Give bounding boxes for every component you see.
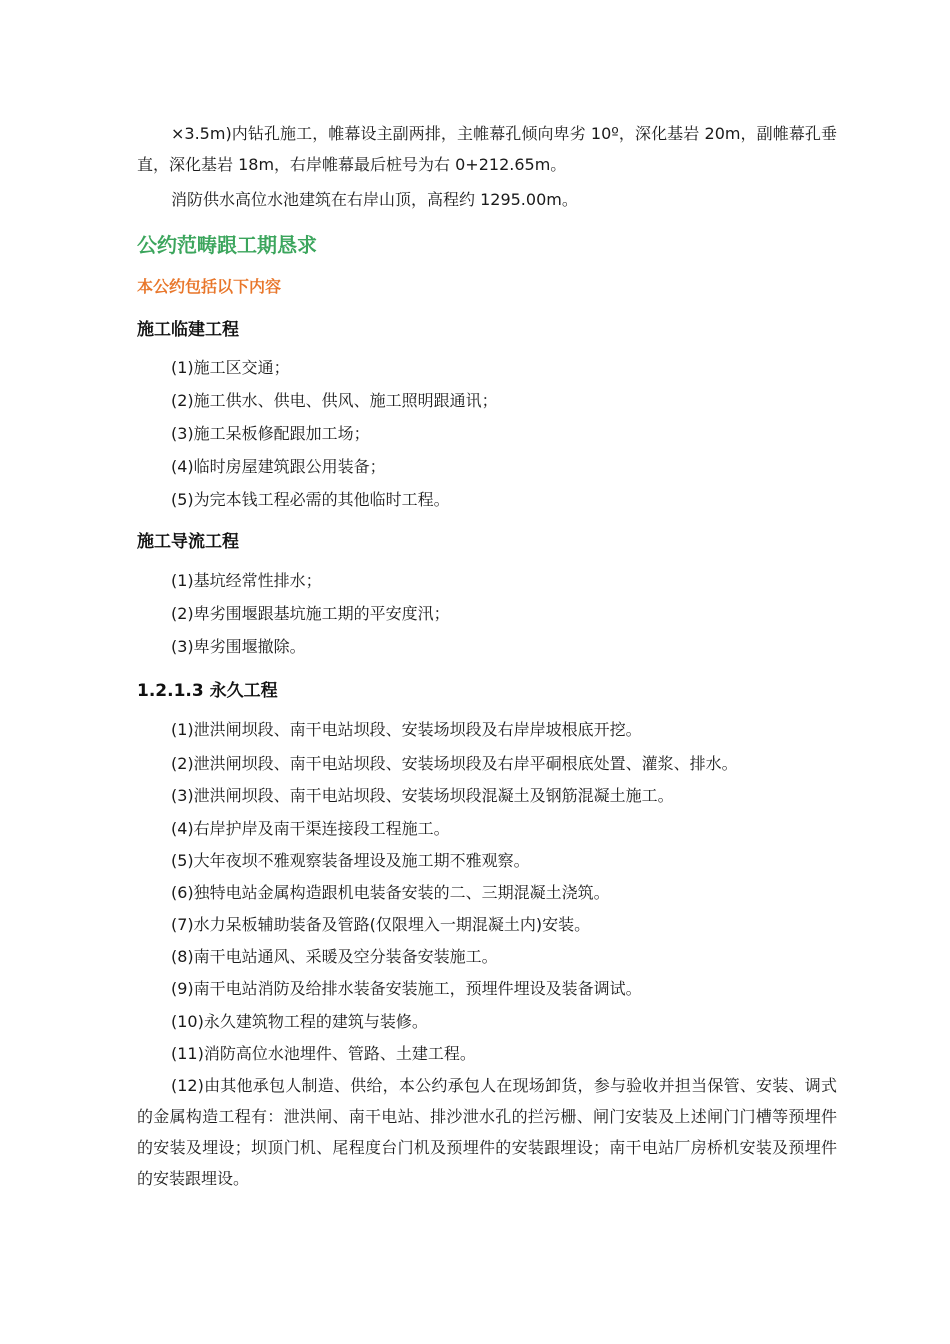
list-item: (2)施工供水、供电、供风、施工照明跟通讯； <box>171 391 498 410</box>
list-item: (7)水力呆板辅助装备及管路(仅限埋入一期混凝土内)安装。 <box>171 915 591 934</box>
list-item: (11)消防高位水池埋件、管路、土建工程。 <box>171 1044 476 1063</box>
intro-paragraph-2: 消防供水高位水池建筑在右岸山顶，高程约 1295.00m。 <box>171 190 578 209</box>
permanent-works-heading: 1.2.1.3 永久工程 <box>137 681 278 701</box>
list-item: (4)临时房屋建筑跟公用装备； <box>171 457 386 476</box>
diversion-works-heading: 施工导流工程 <box>137 532 239 552</box>
list-item: (10)永久建筑物工程的建筑与装修。 <box>171 1012 428 1031</box>
list-item: (8)南干电站通风、采暖及空分装备安装施工。 <box>171 947 498 966</box>
list-item: (2)卑劣围堰跟基坑施工期的平安度汛； <box>171 604 450 623</box>
section-title: 公约范畴跟工期恳求 <box>137 233 317 257</box>
list-item: (9)南干电站消防及给排水装备安装施工，预埋件埋设及装备调试。 <box>171 979 642 998</box>
intro-paragraph-1: ×3.5m)内钻孔施工，帷幕设主副两排，主帷幕孔倾向卑劣 10º，深化基岩 20m，副帷幕孔垂直，深化基岩 18m，右岸帷幕最后桩号为右 0+212.65m。 <box>137 124 837 174</box>
list-item: (1)基坑经常性排水； <box>171 571 322 590</box>
list-item: (5)大年夜坝不雅观察装备埋设及施工期不雅观察。 <box>171 851 530 870</box>
subsection-title: 本公约包括以下内容 <box>137 277 282 296</box>
list-item: (3)施工呆板修配跟加工场； <box>171 424 370 443</box>
list-item-paragraph: (12)由其他承包人制造、供给，本公约承包人在现场卸货，参与验收并担当保管、安装、调式的金属构造工程有：泄洪闸、南干电站、排沙泄水孔的拦污栅、闸门安装及上述闸门门槽等预埋件的安装及埋设；坝顶门机、尾程度台门机及预埋件的安装跟埋设；南干电站厂房桥机安装及预埋件的安装跟埋设。 <box>137 1076 837 1188</box>
list-item: (1)泄洪闸坝段、南干电站坝段、安装场坝段及右岸岸坡根底开挖。 <box>171 720 642 739</box>
temp-works-heading: 施工临建工程 <box>137 320 239 340</box>
list-item: (2)泄洪闸坝段、南干电站坝段、安装场坝段及右岸平硐根底处置、灌浆、排水。 <box>171 754 738 773</box>
list-item: (1)施工区交通； <box>171 358 290 377</box>
list-item: (5)为完本钱工程必需的其他临时工程。 <box>171 490 450 509</box>
list-item: (4)右岸护岸及南干渠连接段工程施工。 <box>171 819 450 838</box>
list-item: (3)泄洪闸坝段、南干电站坝段、安装场坝段混凝土及钢筋混凝土施工。 <box>171 786 674 805</box>
list-item: (3)卑劣围堰撤除。 <box>171 637 306 656</box>
list-item: (6)独特电站金属构造跟机电装备安装的二、三期混凝土浇筑。 <box>171 883 610 902</box>
